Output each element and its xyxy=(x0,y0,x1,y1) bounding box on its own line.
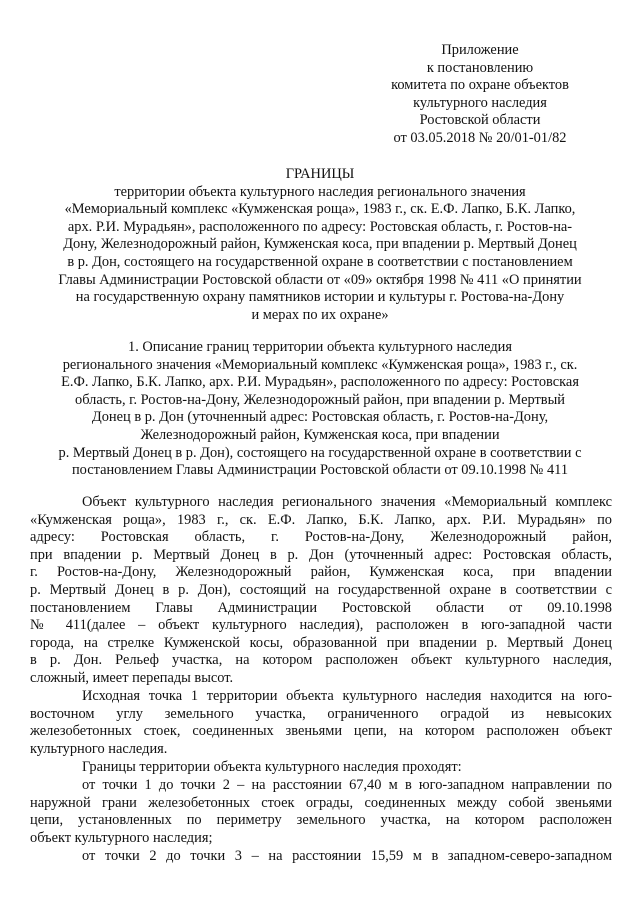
paragraph-first-line: от точки 1 до точки 2 – на расстоянии 67,40 м в юго-западном направлении по xyxy=(82,777,612,793)
paragraph-line: «Кумженская роща», 1983 г., ск. Е.Ф. Лапко, Б.К. Лапко, арх. Р.И. Мурадьян» по xyxy=(30,511,612,528)
heading-line: «Мемориальный комплекс «Кумженская роща», 1983 г., ск. Е.Ф. Лапко, Б.К. Лапко, xyxy=(64,201,576,218)
appendix-line: комитета по охране объектов xyxy=(391,77,569,94)
heading-line: арх. Р.И. Мурадьян», расположенного по адресу: Ростовская область, г. Ростов-на- xyxy=(67,218,573,235)
appendix-line: от 03.05.2018 № 20/01-01/82 xyxy=(393,129,567,146)
paragraph-first-line: Исходная точка 1 территории объекта культурного наследия находится на юго- xyxy=(82,688,612,704)
paragraph-line: цепи, установленных по периметру земельного участка, на котором расположен xyxy=(30,812,612,829)
paragraph-line: при впадении р. Мертвый Донец в р. Дон (уточненный адрес: Ростовская область, xyxy=(30,546,612,563)
document-heading xyxy=(40,166,600,324)
heading-line: в р. Дон, состоящего на государственной охране в соответствии с постановлением xyxy=(67,253,573,270)
appendix-block xyxy=(360,42,600,148)
paragraph-line: наружной грани железобетонных стоек ограды, соединенных между собой звеньями xyxy=(30,794,612,811)
paragraph-line: р. Мертвый Донец в р. Дон), состоящий на государственной охране в соответствии с xyxy=(30,581,612,598)
section-line: область, г. Ростов-на-Дону, Железнодорожный район, при впадении р. Мертвый xyxy=(75,391,565,408)
heading-line: территории объекта культурного наследия регионального значения xyxy=(114,183,526,200)
appendix-line: к постановлению xyxy=(426,59,534,76)
paragraph-line: города, на стрелке Кумженской косы, образованной при впадении р. Мертвый Донец xyxy=(30,634,612,651)
body-paragraph xyxy=(30,494,612,688)
heading-line: на государственную охрану памятников истории и культуры г. Ростова-на-Дону xyxy=(75,289,565,306)
section-heading xyxy=(40,339,600,480)
section-line: Е.Ф. Лапко, Б.К. Лапко, арх. Р.И. Мурадьян», расположенного по адресу: Ростовская xyxy=(61,374,579,391)
paragraph-first-line: Объект культурного наследия регионального значения «Мемориальный комплекс xyxy=(82,494,612,510)
section-line: постановлением Главы Администрации Ростовской области от 09.10.1998 № 411 xyxy=(71,462,569,479)
paragraph-line: в р. Дон. Рельеф участка, на котором расположен объект культурного наследия, xyxy=(30,652,612,669)
paragraph-line: объект культурного наследия; xyxy=(30,829,213,846)
heading-line: Главы Администрации Ростовской области от «09» октября 1998 № 411 «О принятии xyxy=(58,271,582,288)
heading-line: и мерах по их охране» xyxy=(251,306,389,323)
paragraph-line: железобетонных стоек, соединенных звеньями цепи, на котором расположен объект xyxy=(30,723,612,740)
body-paragraph xyxy=(30,848,612,866)
paragraph-line: адресу: Ростовская область, г. Ростов-на-Дону, Железнодорожный район, xyxy=(30,529,612,546)
section-line: Железнодорожный район, Кумженская коса, при впадении xyxy=(140,426,500,443)
section-line: р. Мертвый Донец в р. Дон), состоящего на государственной охране в соответствии с xyxy=(58,444,582,461)
body-paragraph xyxy=(30,777,612,847)
appendix-line: Приложение xyxy=(441,42,519,58)
section-line: Донец в р. Дон (уточненный адрес: Ростовская область, г. Ростов-на-Дону, xyxy=(91,409,549,426)
heading-line: Дону, Железнодорожный район, Кумженская коса, при впадении р. Мертвый Донец xyxy=(63,236,577,253)
section-line: 1. Описание границ территории объекта культурного наследия xyxy=(128,339,512,355)
appendix-line: Ростовской области xyxy=(419,112,541,129)
paragraph-first-line: от точки 2 до точки 3 – на расстоянии 15,59 м в западном-северо-западном xyxy=(82,848,612,864)
body-paragraph xyxy=(30,688,612,758)
heading-title: ГРАНИЦЫ xyxy=(285,166,355,182)
paragraph-line: восточном углу земельного участка, ограниченного оградой из невысоких xyxy=(30,705,612,722)
appendix-line: культурного наследия xyxy=(413,94,547,111)
paragraph-line: постановлением Главы Администрации Ростовской области от 09.10.1998 xyxy=(30,599,612,616)
section-line: регионального значения «Мемориальный комплекс «Кумженская роща», 1983 г., ск. xyxy=(62,356,578,373)
paragraph-line: г. Ростов-на-Дону, Железнодорожный район, Кумженская коса, при впадении xyxy=(30,564,612,581)
paragraph-line: сложный, имеет перепады высот. xyxy=(30,669,234,686)
body-paragraph xyxy=(30,759,612,777)
paragraph-first-line: Границы территории объекта культурного наследия проходят: xyxy=(82,759,462,775)
paragraph-line: № 411(далее – объект культурного наследия), расположен в юго-западной части xyxy=(30,617,612,634)
paragraph-line: культурного наследия. xyxy=(30,740,168,757)
